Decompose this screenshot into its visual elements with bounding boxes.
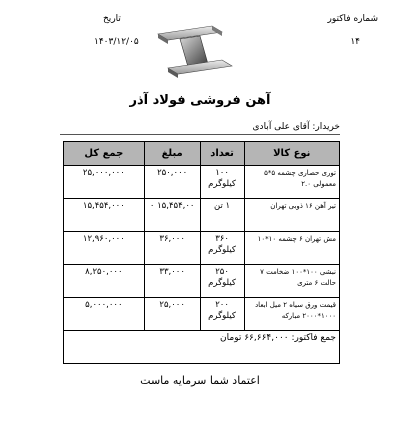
- table-header-row: [64, 142, 340, 166]
- sum-label: جمع فاکتور:: [291, 333, 336, 343]
- buyer-name: آقای علی آبادی: [252, 122, 310, 132]
- shop-title: آهن فروشی فولاد آذر: [129, 93, 271, 108]
- col-header-name: نوع کالا: [244, 142, 339, 166]
- item-name: قیمت ورق سیاه ۲ میل ابعاد ۱۰۰۰*۲۰۰۰ مبارکه: [244, 298, 339, 331]
- item-price: ۳۶,۰۰۰: [144, 232, 200, 265]
- sum-value: ۶۶,۶۶۴,۰۰۰: [244, 333, 289, 343]
- item-price: ۳۳,۰۰۰: [144, 265, 200, 298]
- item-qty: ۲۰۰ کیلوگرم: [200, 298, 244, 331]
- item-qty: ۳۶۰ کیلوگرم: [200, 232, 244, 265]
- col-header-total: جمع کل: [64, 142, 145, 166]
- item-qty: ۲۵۰ کیلوگرم: [200, 265, 244, 298]
- item-name: نبشی ۱۰۰*۱۰۰ ضخامت ۷ حالت ۶ متری: [244, 265, 339, 298]
- table-row: [64, 232, 340, 265]
- item-total: ۲۵,۰۰۰,۰۰۰: [64, 166, 145, 199]
- item-total: ۱۲,۹۶۰,۰۰۰: [64, 232, 145, 265]
- footer-slogan: اعتماد شما سرمایه ماست: [140, 374, 260, 387]
- date-label: تاریخ: [103, 14, 121, 24]
- item-name: مش تهران ۶ چشمه ۱۰*۱۰: [244, 232, 339, 265]
- item-total: ۵,۰۰۰,۰۰۰: [64, 298, 145, 331]
- col-header-qty: تعداد: [200, 142, 244, 166]
- steel-beam-icon: [150, 24, 240, 79]
- invoice-number-label: شماره فاکتور: [327, 14, 378, 24]
- table-row: [64, 265, 340, 298]
- table-row: [64, 199, 340, 232]
- col-header-price: مبلغ: [144, 142, 200, 166]
- invoice-number: ۱۴: [350, 37, 360, 47]
- item-total: ۱۵,۴۵۴,۰۰۰: [64, 199, 145, 232]
- item-price: ۲۵۰,۰۰۰: [144, 166, 200, 199]
- buyer-label: خریدار:: [312, 122, 340, 132]
- table-row: [64, 298, 340, 331]
- table-row: [64, 166, 340, 199]
- buyer-info: [253, 122, 340, 132]
- item-price: ۱۵,۴۵۴,۰۰ ۰: [144, 199, 200, 232]
- item-price: ۲۵,۰۰۰: [144, 298, 200, 331]
- item-name: توری حصاری چشمه ۵*۵ معمولی ۲.۰: [244, 166, 339, 199]
- invoice-sum: [64, 331, 340, 364]
- item-qty: ۱ تن: [200, 199, 244, 232]
- invoice-sum-row: [64, 331, 340, 364]
- buyer-divider: [60, 134, 340, 135]
- invoice-date: ۱۴۰۳/۱۲/۰۵: [94, 37, 139, 47]
- item-total: ۸,۲۵۰,۰۰۰: [64, 265, 145, 298]
- sum-unit: تومان: [220, 333, 242, 343]
- item-qty: ۱۰۰ کیلوگرم: [200, 166, 244, 199]
- item-name: تیر آهن ۱۶ ذوبی تهران: [244, 199, 339, 232]
- invoice-table: [63, 141, 340, 364]
